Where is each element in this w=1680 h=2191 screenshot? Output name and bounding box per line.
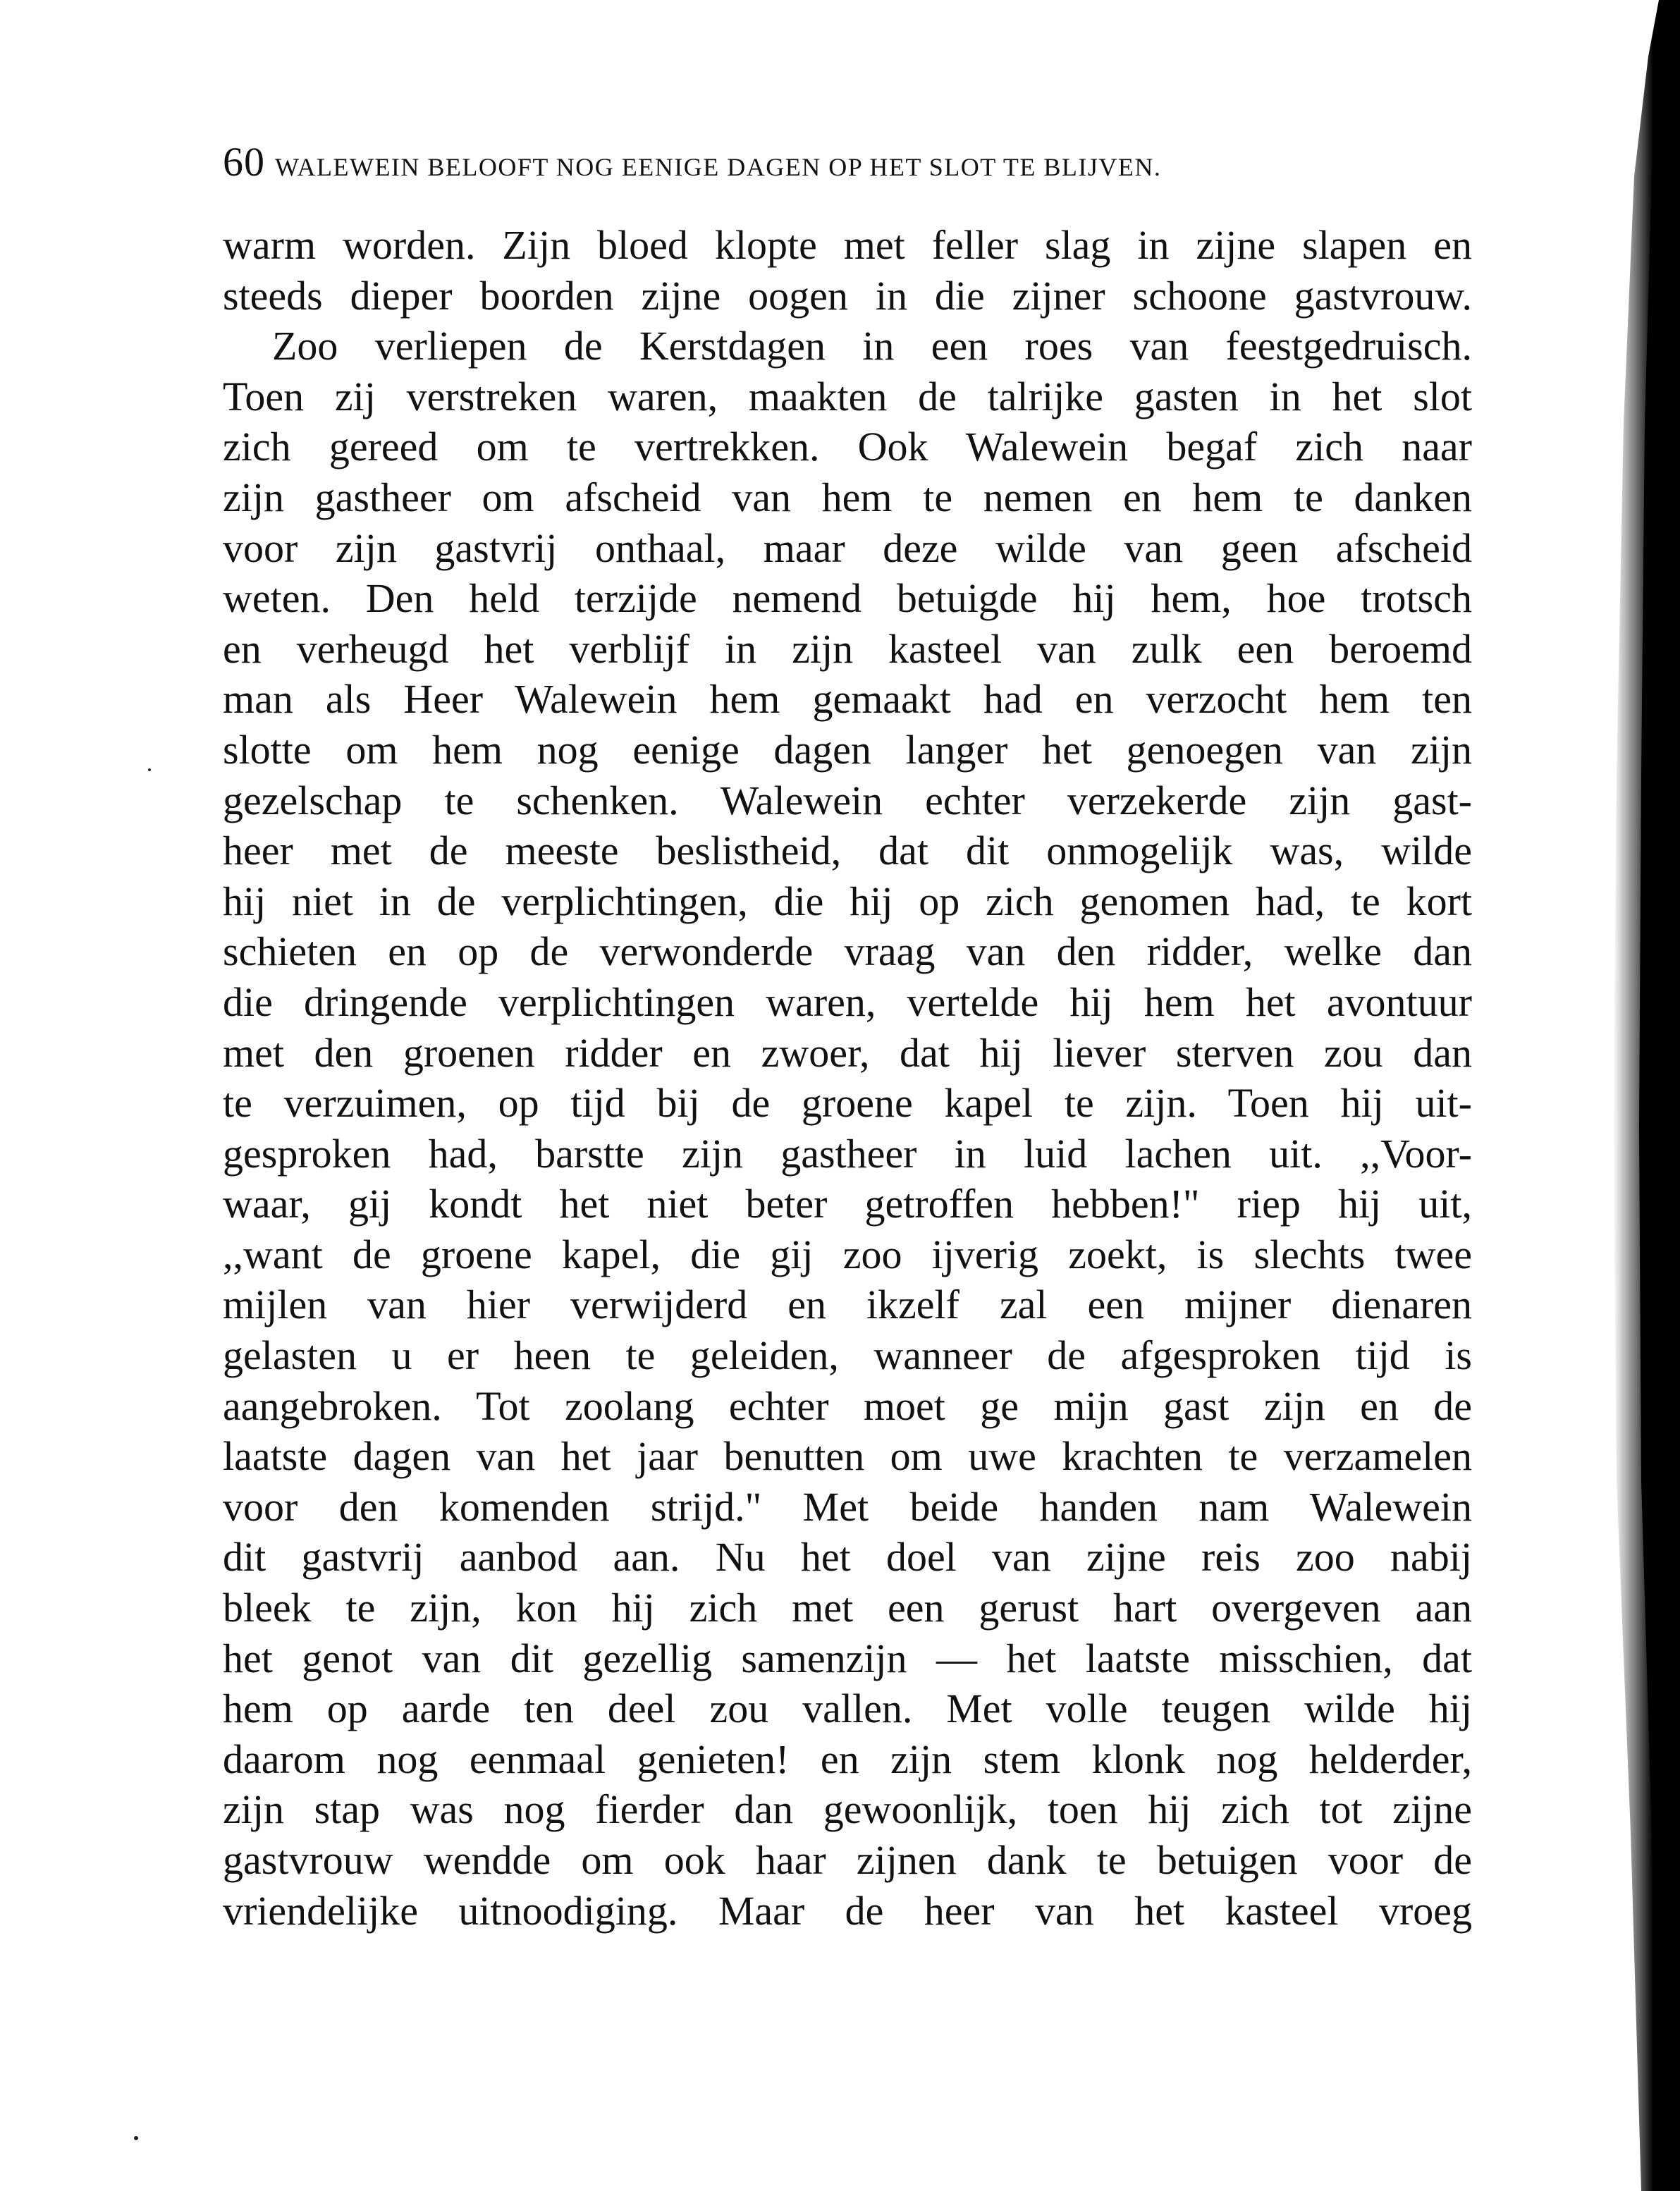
text-line: man als Heer Walewein hem gemaakt had en verzocht hem ten (223, 676, 1472, 723)
body-text (223, 220, 1472, 1936)
text-line: warm worden. Zijn bloed klopte met feller slag in zijne slapen en (223, 222, 1472, 268)
scan-page-edge-shadow (1574, 0, 1680, 2191)
text-line: zijn stap was nog fierder dan gewoonlijk, toen hij zich tot zijne (223, 1786, 1472, 1833)
running-title: WALEWEIN BELOOFT NOG EENIGE DAGEN OP HET SLOT TE BLIJVEN. (275, 153, 1162, 181)
scan-speck (134, 2136, 138, 2140)
text-line: gesproken had, barstte zijn gastheer in luid lachen uit. ,,Voor- (223, 1130, 1472, 1177)
text-line: gelasten u er heen te geleiden, wanneer de afgesproken tijd is (223, 1332, 1472, 1379)
text-line: en verheugd het verblijf in zijn kasteel van zulk een beroemd (223, 625, 1472, 672)
text-line: heer met de meeste beslistheid, dat dit onmogelijk was, wilde (223, 828, 1472, 874)
text-line: mijlen van hier verwijderd en ikzelf zal een mijner dienaren (223, 1282, 1472, 1328)
text-line: Zoo verliepen de Kerstdagen in een roes van feestgedruisch. (272, 323, 1472, 369)
text-line: met den groenen ridder en zwoer, dat hij liever sterven zou dan (223, 1029, 1472, 1076)
text-line: het genot van dit gezellig samenzijn — het laatste misschien, dat (223, 1635, 1472, 1681)
text-line: zijn gastheer om afscheid van hem te nemen en hem te danken (223, 474, 1472, 520)
text-line: vriendelijke uitnoodiging. Maar de heer van het kasteel vroeg (223, 1887, 1472, 1934)
text-line: zich gereed om te vertrekken. Ook Walewein begaf zich naar (223, 424, 1472, 470)
scan-speck (148, 768, 151, 771)
text-line: bleek te zijn, kon hij zich met een gerust hart overgeven aan (223, 1585, 1472, 1631)
text-line: Toen zij verstreken waren, maakten de talrijke gasten in het slot (223, 373, 1472, 419)
text-line: voor zijn gastvrij onthaal, maar deze wilde van geen afscheid (223, 524, 1472, 571)
text-line: schieten en op de verwonderde vraag van den ridder, welke dan (223, 928, 1472, 975)
text-line: ,,want de groene kapel, die gij zoo ijverig zoekt, is slechts twee (223, 1231, 1472, 1277)
page-number: 60 (223, 139, 265, 185)
text-line: daarom nog eenmaal genieten! en zijn stem klonk nog helderder, (223, 1736, 1472, 1782)
text-line: aangebroken. Tot zoolang echter moet ge mijn gast zijn en de (223, 1382, 1472, 1429)
text-line: laatste dagen van het jaar benutten om uwe krachten te verzamelen (223, 1433, 1472, 1480)
text-line: slotte om hem nog eenige dagen langer het genoegen van zijn (223, 726, 1472, 773)
text-line: steeds dieper boorden zijne oogen in die zijner schoone gastvrouw. (223, 272, 1472, 319)
text-line: te verzuimen, op tijd bij de groene kapel te zijn. Toen hij uit- (223, 1080, 1472, 1127)
text-line: die dringende verplichtingen waren, vertelde hij hem het avontuur (223, 978, 1472, 1025)
text-line: gastvrouw wendde om ook haar zijnen dank te betuigen voor de (223, 1837, 1472, 1883)
text-line: gezelschap te schenken. Walewein echter verzekerde zijn gast- (223, 777, 1472, 823)
text-line: hij niet in de verplichtingen, die hij op zich genomen had, te kort (223, 878, 1472, 924)
text-line: weten. Den held terzijde nemend betuigde hij hem, hoe trotsch (223, 575, 1472, 622)
text-line: dit gastvrij aanbod aan. Nu het doel van zijne reis zoo nabij (223, 1534, 1472, 1581)
text-line: hem op aarde ten deel zou vallen. Met volle teugen wilde hij (223, 1686, 1472, 1732)
text-line: voor den komenden strijd." Met beide handen nam Walewein (223, 1483, 1472, 1530)
running-header (223, 138, 1485, 185)
text-line: waar, gij kondt het niet beter getroffen hebben!" riep hij uit, (223, 1181, 1472, 1227)
